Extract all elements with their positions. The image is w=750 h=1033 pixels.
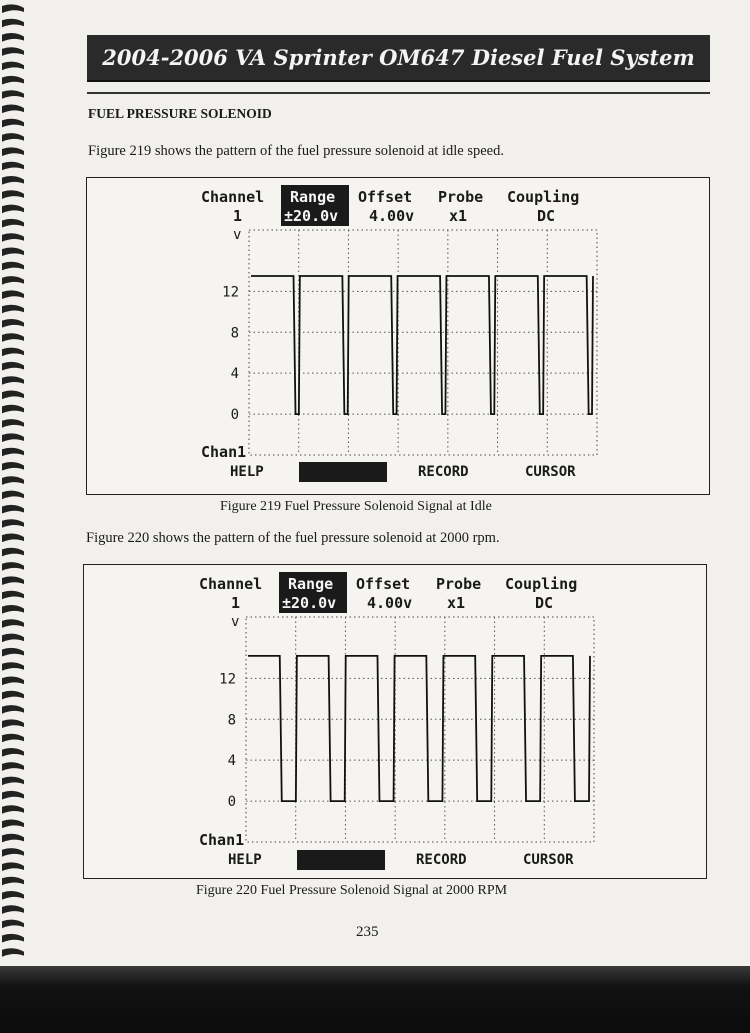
spiral-coil bbox=[2, 534, 24, 543]
spiral-coil bbox=[2, 276, 24, 285]
menu-cursor[interactable]: CURSOR bbox=[523, 852, 574, 868]
y-tick-label: 8 bbox=[227, 712, 236, 729]
chapter-title-bar bbox=[87, 35, 710, 82]
spiral-coil bbox=[2, 777, 24, 786]
spiral-coil bbox=[2, 205, 24, 214]
offset-value: 4.00v bbox=[369, 207, 415, 225]
spiral-coil bbox=[2, 176, 24, 185]
signal-trace bbox=[248, 656, 590, 801]
probe-label: Probe bbox=[436, 575, 482, 593]
scope-svg-idle bbox=[87, 178, 709, 494]
signal-trace bbox=[251, 276, 593, 414]
spiral-coil bbox=[2, 591, 24, 600]
spiral-coil bbox=[2, 476, 24, 485]
spiral-coil bbox=[2, 348, 24, 357]
y-tick-label: 4 bbox=[230, 366, 239, 383]
spiral-coil bbox=[2, 820, 24, 829]
coupling-value: DC bbox=[537, 207, 556, 225]
waveform-plot-idle bbox=[222, 230, 597, 455]
channel-label: Channel bbox=[199, 575, 263, 593]
spiral-coil bbox=[2, 934, 24, 943]
spiral-coil bbox=[2, 619, 24, 628]
plot-frame bbox=[246, 617, 594, 842]
spiral-coil bbox=[2, 834, 24, 843]
menu-help[interactable]: HELP bbox=[230, 464, 264, 480]
probe-value: x1 bbox=[447, 594, 466, 612]
spiral-coil bbox=[2, 33, 24, 42]
y-tick-label: 12 bbox=[222, 284, 239, 301]
y-tick-label: 0 bbox=[227, 794, 236, 811]
spiral-coil bbox=[2, 877, 24, 886]
section-heading: FUEL PRESSURE SOLENOID bbox=[88, 106, 272, 121]
waveform-plot-2000rpm bbox=[219, 617, 594, 842]
spiral-coil bbox=[2, 505, 24, 514]
y-tick-label: 12 bbox=[219, 671, 236, 688]
spiral-coil bbox=[2, 290, 24, 299]
spiral-coil bbox=[2, 362, 24, 371]
probe-label: Probe bbox=[438, 188, 484, 206]
spiral-coil bbox=[2, 248, 24, 257]
spiral-coil bbox=[2, 605, 24, 614]
page-number: 235 bbox=[356, 924, 379, 940]
spiral-coil bbox=[2, 677, 24, 686]
spiral-coil bbox=[2, 662, 24, 671]
spiral-coil bbox=[2, 391, 24, 400]
spiral-coil bbox=[2, 62, 24, 71]
spiral-coil bbox=[2, 305, 24, 314]
spiral-coil bbox=[2, 47, 24, 56]
menu-voltage[interactable]: VOLTAGE bbox=[308, 464, 368, 480]
probe-value: x1 bbox=[449, 207, 468, 225]
scope-svg-2000rpm bbox=[84, 565, 706, 878]
spiral-coil bbox=[2, 791, 24, 800]
spiral-coil bbox=[2, 19, 24, 28]
menu-voltage[interactable]: VOLTAGE bbox=[306, 852, 366, 868]
spiral-coil bbox=[2, 920, 24, 929]
spiral-coil bbox=[2, 848, 24, 857]
y-tick-label: 4 bbox=[227, 753, 236, 770]
spiral-coil bbox=[2, 948, 24, 957]
spiral-coil bbox=[2, 805, 24, 814]
figure-caption-2000rpm: Figure 220 Fuel Pressure Solenoid Signal at 2000 RPM bbox=[196, 883, 508, 898]
paragraph-2000rpm: Figure 220 shows the pattern of the fuel pressure solenoid at 2000 rpm. bbox=[86, 530, 500, 546]
chapter-title: 2004-2006 VA Sprinter OM647 Diesel Fuel System bbox=[102, 45, 695, 70]
paragraph-idle: Figure 219 shows the pattern of the fuel pressure solenoid at idle speed. bbox=[88, 143, 504, 159]
spiral-coil bbox=[2, 90, 24, 99]
spiral-coil bbox=[2, 162, 24, 171]
menu-help[interactable]: HELP bbox=[228, 852, 262, 868]
coupling-label: Coupling bbox=[505, 575, 578, 593]
spiral-coil bbox=[2, 862, 24, 871]
y-unit-label: v bbox=[233, 227, 242, 243]
spiral-coil bbox=[2, 147, 24, 156]
spiral-coil bbox=[2, 233, 24, 242]
spiral-coil bbox=[2, 519, 24, 528]
spiral-coil bbox=[2, 691, 24, 700]
spiral-coil bbox=[2, 634, 24, 643]
menu-record[interactable]: RECORD bbox=[416, 852, 467, 868]
coupling-value: DC bbox=[535, 594, 554, 612]
range-label: Range bbox=[290, 188, 336, 206]
spiral-coil bbox=[2, 548, 24, 557]
plot-frame bbox=[249, 230, 597, 455]
offset-label: Offset bbox=[358, 188, 413, 206]
spiral-coil bbox=[2, 905, 24, 914]
scope-screen-idle bbox=[86, 177, 710, 495]
spiral-coil bbox=[2, 376, 24, 385]
spiral-coil bbox=[2, 448, 24, 457]
channel-value: 1 bbox=[233, 207, 243, 225]
spiral-coil bbox=[2, 105, 24, 114]
spiral-coil bbox=[2, 419, 24, 428]
coupling-label: Coupling bbox=[507, 188, 580, 206]
channel-name: Chan1 bbox=[201, 443, 247, 461]
spiral-coil bbox=[2, 219, 24, 228]
range-label: Range bbox=[288, 575, 334, 593]
channel-name: Chan1 bbox=[199, 831, 245, 849]
menu-cursor[interactable]: CURSOR bbox=[525, 464, 576, 480]
scan-bottom-edge bbox=[0, 966, 750, 1033]
y-unit-label: v bbox=[231, 614, 240, 630]
spiral-coil bbox=[2, 562, 24, 571]
spiral-coil bbox=[2, 462, 24, 471]
range-value: ±20.0v bbox=[284, 207, 339, 225]
offset-label: Offset bbox=[356, 575, 411, 593]
figure-caption-idle: Figure 219 Fuel Pressure Solenoid Signal at Idle bbox=[220, 499, 492, 514]
spiral-coil bbox=[2, 734, 24, 743]
spiral-binding bbox=[0, 0, 30, 965]
spiral-coil bbox=[2, 4, 24, 13]
y-tick-label: 0 bbox=[230, 407, 239, 424]
spiral-coil bbox=[2, 133, 24, 142]
spiral-coil bbox=[2, 76, 24, 85]
spiral-coil bbox=[2, 405, 24, 414]
spiral-coil bbox=[2, 190, 24, 199]
spiral-coil bbox=[2, 491, 24, 500]
spiral-coil bbox=[2, 762, 24, 771]
spiral-coil bbox=[2, 576, 24, 585]
spiral-coil bbox=[2, 262, 24, 271]
menu-record[interactable]: RECORD bbox=[418, 464, 469, 480]
y-tick-label: 8 bbox=[230, 325, 239, 342]
spiral-coil bbox=[2, 119, 24, 128]
spiral-coil bbox=[2, 891, 24, 900]
channel-value: 1 bbox=[231, 594, 241, 612]
spiral-coil bbox=[2, 319, 24, 328]
range-value: ±20.0v bbox=[282, 594, 337, 612]
spiral-coil bbox=[2, 705, 24, 714]
spiral-coil bbox=[2, 719, 24, 728]
title-rule bbox=[87, 92, 710, 94]
spiral-coil bbox=[2, 748, 24, 757]
channel-label: Channel bbox=[201, 188, 265, 206]
spiral-coil bbox=[2, 648, 24, 657]
spiral-coil bbox=[2, 433, 24, 442]
scope-screen-2000rpm bbox=[83, 564, 707, 879]
offset-value: 4.00v bbox=[367, 594, 413, 612]
spiral-coil bbox=[2, 333, 24, 342]
